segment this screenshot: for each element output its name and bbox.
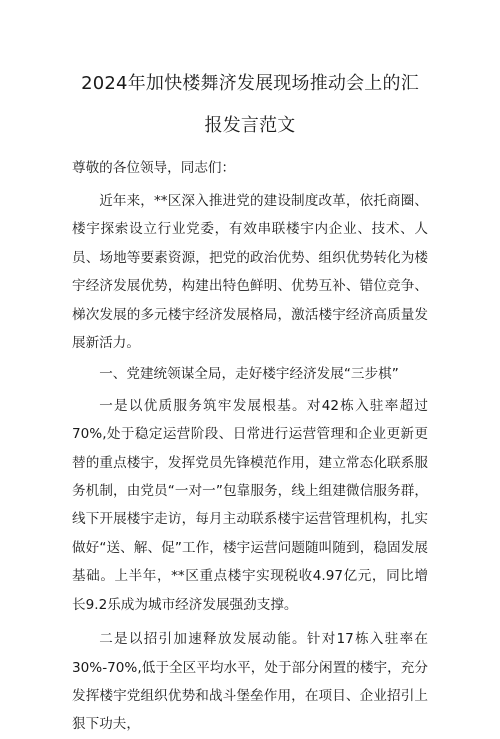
salutation: 尊敬的各位领导，同志们：: [72, 160, 236, 176]
document-title-line-1: 2024年加快楼舞济发展现场推动会上的汇: [81, 73, 419, 94]
body-paragraph-service: 一是以优质服务筑牢发展根基。对42栋入驻率超过70%,处于稳定运营阶段、日常进行运营管理和企业更新更替的重点楼宇，发挥党员先锋模范作用，建立常态化联系服务机制，由党员“一对一”包靠服务，线上组建微信服务群，线下开展楼宇走访，每月主动联系楼宇运营管理机构，扎实做好“送、解、促”工作，楼宇运营问题随叫随到，稳固发展基础。上半年，**区重点楼宇实现税收4.97亿元，同比增长9.2乐成为城市经济发展强劲支撑。: [72, 397, 428, 613]
body-paragraph-intro: 近年来，**区深入推进党的建设制度改革，依托商圈、楼宇探索设立行业党委，有效串联楼宇内企业、技术、人员、场地等要素资源，把党的政治优势、组织优势转化为楼宇经济发展优势，构建出特色鲜明、优势互补、错位竞争、梯次发展的多元楼宇经济发展格局，激活楼宇经济高质量发展新活力。: [72, 193, 428, 352]
body-paragraph-investment: 二是以招引加速释放发展动能。针对17栋入驻率在30%-70%,低于全区平均水平，处于部分闲置的楼宇，充分发挥楼宇党组织优势和战斗堡垒作用，在项目、企业招引上狠下功夫，: [72, 631, 428, 733]
section-heading-1: 一、党建统领谋全局，走好楼宇经济发展“三步棋”: [99, 366, 399, 383]
document-title-line-2: 报发言范文: [204, 115, 296, 136]
